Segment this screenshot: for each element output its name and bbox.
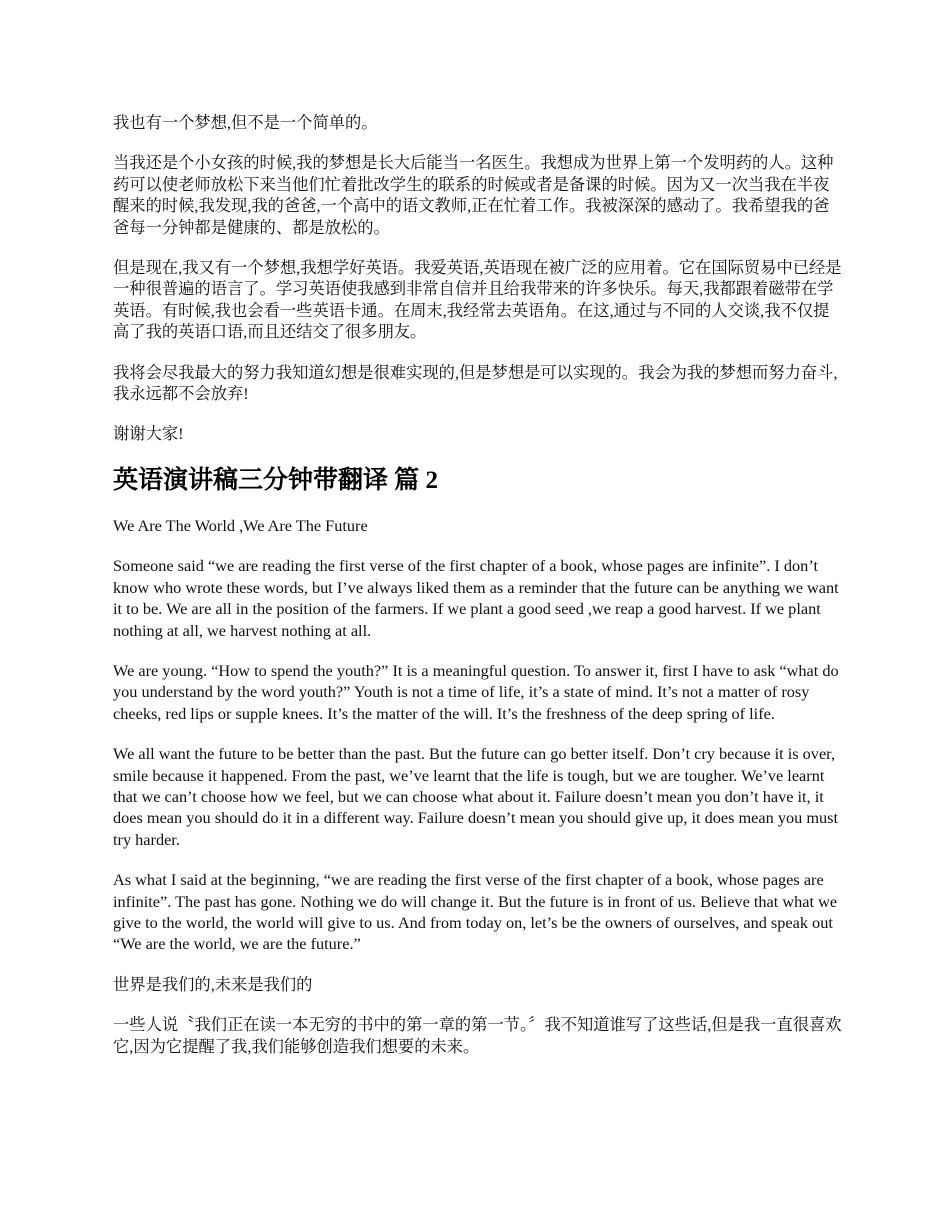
- paragraph-english-dream: 但是现在,我又有一个梦想,我想学好英语。我爱英语,英语现在被广泛的应用着。它在国际贸易中已经是一种很普遍的语言了。学习英语使我感到非常自信并且给我带来的许多快乐。每天,我都跟着磁带在学英语。有时候,我也会看一些英语卡通。在周末,我经常去英语角。在这,通过与不同的人交谈,我不仅提高了我的英语口语,而且还结交了很多朋友。: [113, 258, 842, 342]
- paragraph-translation-start: 一些人说〝我们正在读一本无穷的书中的第一章的第一节。〞我不知道谁写了这些话,但是我一直很喜欢它,因为它提醒了我,我们能够创造我们想要的未来。: [113, 1015, 842, 1056]
- paragraph-someone-said: Someone said “we are reading the first verse of the first chapter of a book, whose pages are infinite”. I don’t know who wrote these words, but I’ve always liked them as a reminder that the future can be anything we want it to be. We are all in the position of the farmers. If we plant a good seed ,we reap a good harvest. If we plant nothing at all, we harvest nothing at all.: [113, 556, 839, 640]
- paragraph-translation-title: 世界是我们的,未来是我们的: [113, 974, 313, 994]
- paragraph-effort: 我将会尽我最大的努力我知道幻想是很难实现的,但是梦想是可以实现的。我会为我的梦想而努力奋斗,我永远都不会放弃!: [113, 362, 838, 404]
- paragraph-dream-intro: 我也有一个梦想,但不是一个简单的。: [113, 113, 378, 132]
- paragraph-future-better: We all want the future to be better than the past. But the future can go better itself. Don’t cry because it is over, smile because it happened. From the past, we’ve learnt that the life is tough, but we are tougher. We’ve learnt that we can’t choose how we feel, but we can choose what about it. Failure doesn’t mean you don’t have it, it does mean you should do it in a different way. Failure doesn’t mean you should give up, it does mean you must try harder.: [113, 744, 838, 849]
- paragraph-as-i-said: As what I said at the beginning, “we are reading the first verse of the first chapter of a book, whose pages are infinite”. The past has gone. Nothing we do will change it. But the future is in front of us. Believe that what we give to the world, the world will give to us. And from today on, let’s be the owners of ourselves, and speak out “We are the world, we are the future.”: [113, 870, 838, 954]
- paragraph-thanks: 谢谢大家!: [113, 424, 184, 444]
- section-heading: 英语演讲稿三分钟带翻译 篇 2: [113, 466, 439, 494]
- paragraph-speech-title: We Are The World ,We Are The Future: [113, 515, 368, 535]
- paragraph-we-are-young: We are young. “How to spend the youth?” It is a meaningful question. To answer it, first I have to ask “what do you understand by the word youth?” Youth is not a time of life, it’s a state of mind. It’s not a matter of rosy cheeks, red lips or supple knees. It’s the matter of the will. It’s the freshness of the deep spring of life.: [113, 660, 839, 723]
- document-page: [113, 112, 843, 1076]
- paragraph-doctor-dream: 当我还是个小女孩的时候,我的梦想是长大后能当一名医生。我想成为世界上第一个发明药的人。这种药可以使老师放松下来当他们忙着批改学生的联系的时候或者是备课的时候。因为又一次当我在半夜醒来的时候,我发现,我的爸爸,一个高中的语文教师,正在忙着工作。我被深深的感动了。我希望我的爸爸每一分钟都是健康的、都是放松的。: [113, 153, 834, 237]
